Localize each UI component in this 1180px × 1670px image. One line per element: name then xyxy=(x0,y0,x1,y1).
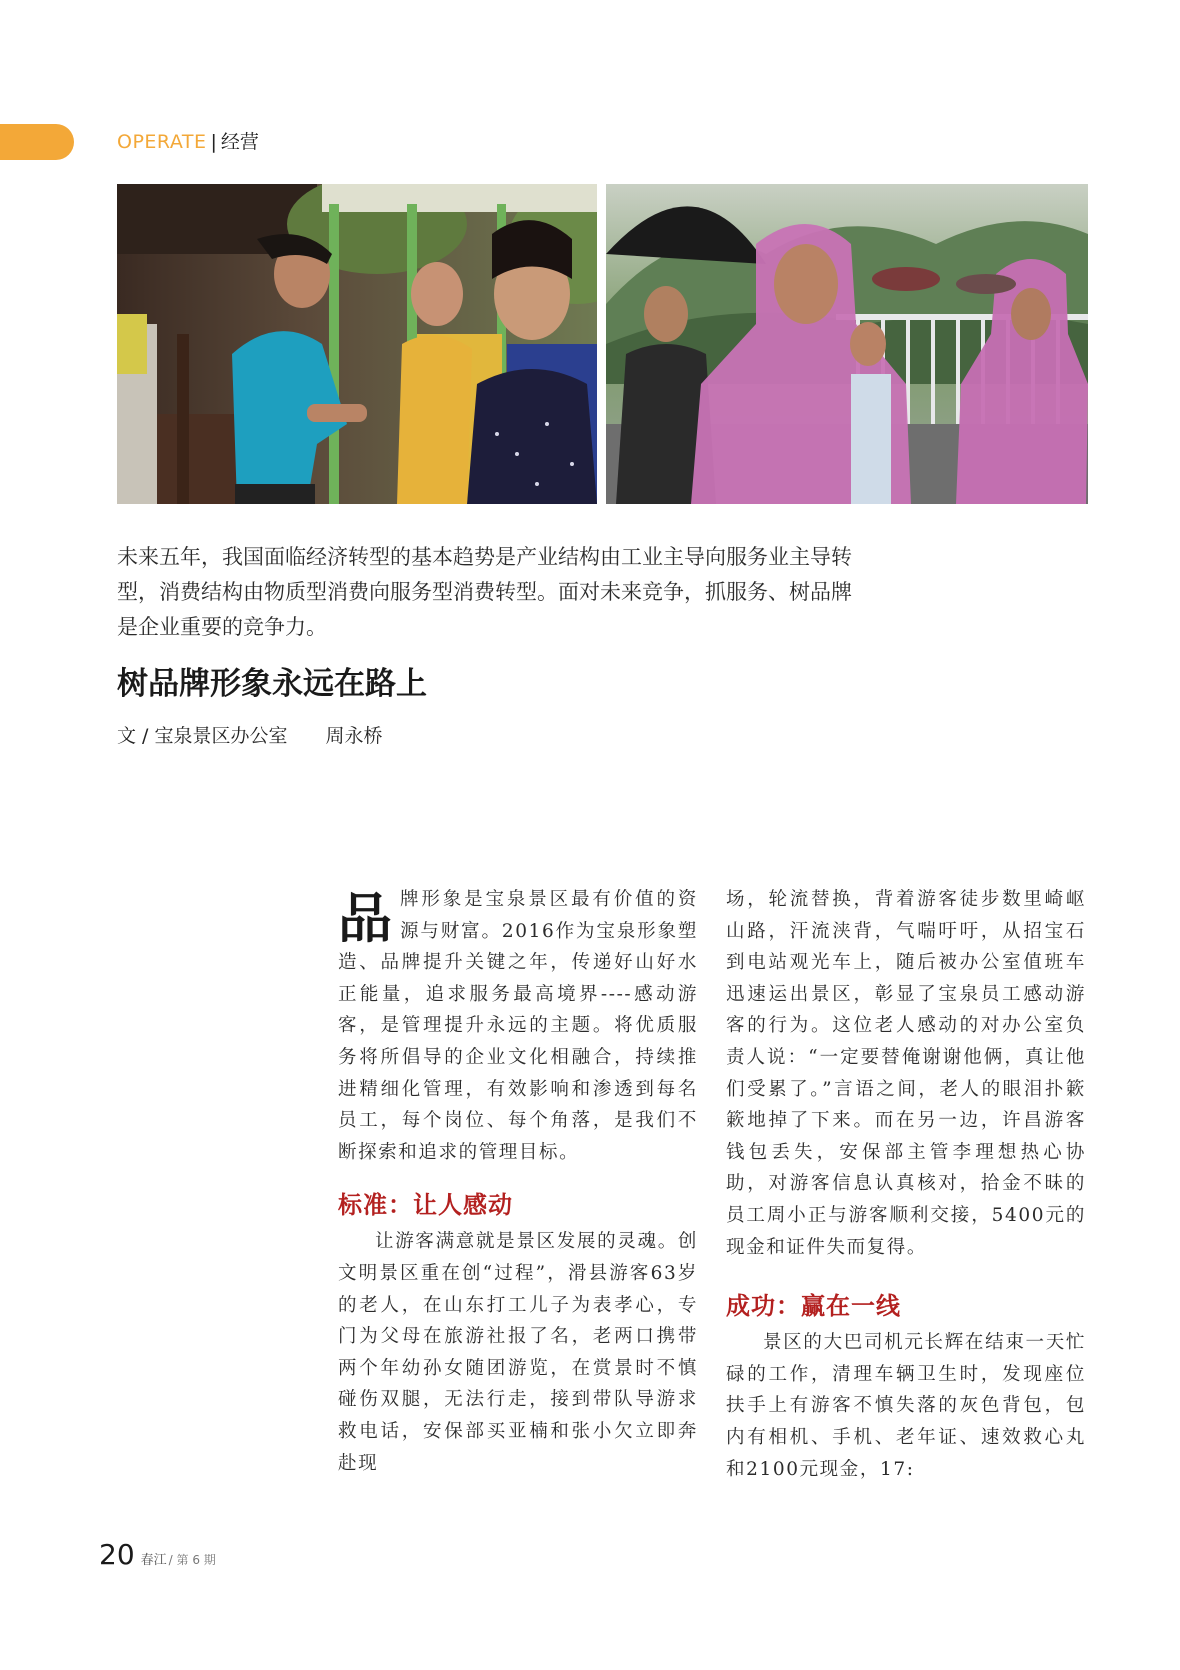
section-heading-standard: 标准：让人感动 xyxy=(338,1191,513,1220)
tourists-in-raincoats-photo xyxy=(606,184,1088,504)
section2-paragraph: 景区的大巴司机元长辉在结束一天忙碌的工作，清理车辆卫生时，发现座位扶手上有游客不慎失落的灰色背包，包内有相机、手机、老年证、速效救心丸和2100元现金，17: xyxy=(726,1332,1086,1480)
section-header xyxy=(117,128,259,156)
byline-author: 周永桥 xyxy=(325,725,383,747)
byline-prefix: 文 / 宝泉景区办公室 xyxy=(117,725,288,747)
intro-paragraph xyxy=(338,884,698,1168)
section-label-en: OPERATE xyxy=(117,131,207,153)
section1-paragraph: 让游客满意就是景区发展的灵魂。创文明景区重在创“过程”，滑县游客63岁的老人，在山东打工儿子为表孝心，专门为父母在旅游社报了名，老两口携带两个年幼孙女随团游览，在赏景时不慎碰伤双腿，无法行走，接到带队导游求救电话，安保部买亚楠和张小欠立即奔赴现 xyxy=(338,1231,698,1474)
body-column-left xyxy=(338,884,698,1479)
lead-paragraph: 未来五年，我国面临经济转型的基本趋势是产业结构由工业主导向服务业主导转型，消费结构由物质型消费向服务型消费转型。面对未来竞争，抓服务、树品牌是企业重要的竞争力。 xyxy=(117,545,852,639)
issue-number: / 第 6 期 xyxy=(168,1553,216,1567)
body-column-right xyxy=(726,884,1086,1485)
magazine-name: 春江 xyxy=(140,1553,167,1568)
intro-text: 牌形象是宝泉景区最有价值的资源与财富。2016作为宝泉形象塑造、品牌提升关键之年，传递好山好水正能量，追求服务最高境界----感动游客，是管理提升永远的主题。将优质服务将所倡导的企业文化相融合，持续推进精细化管理，有效影响和渗透到每名员工，每个岗位、每个角落，是我们不断探索和追求的管理目标。 xyxy=(338,889,698,1163)
section-tab-marker xyxy=(0,124,74,160)
article-title: 树品牌形象永远在路上 xyxy=(117,666,427,702)
drop-cap: 品 xyxy=(338,886,392,950)
tourists-boarding-bus-photo xyxy=(117,184,597,504)
col2-paragraph: 场，轮流替换，背着游客徒步数里崎岖山路，汗流浃背，气喘吁吁，从招宝石到电站观光车上，随后被办公室值班车迅速运出景区，彰显了宝泉员工感动游客的行为。这位老人感动的对办公室负责人说：“一定要替俺谢谢他俩，真让他们受累了。”言语之间，老人的眼泪扑簌簌地掉了下来。而在另一边，许昌游客钱包丢失，安保部主管李理想热心协助，对游客信息认真核对，拾金不昧的员工周小正与游客顺利交接，5400元的现金和证件失而复得。 xyxy=(726,889,1086,1258)
section-heading-success: 成功：赢在一线 xyxy=(726,1292,901,1321)
page-number: 20 xyxy=(99,1538,135,1571)
byline xyxy=(117,722,383,750)
section-label-zh: 经营 xyxy=(220,131,259,153)
section-separator: | xyxy=(210,131,217,153)
page-footer xyxy=(99,1538,216,1571)
